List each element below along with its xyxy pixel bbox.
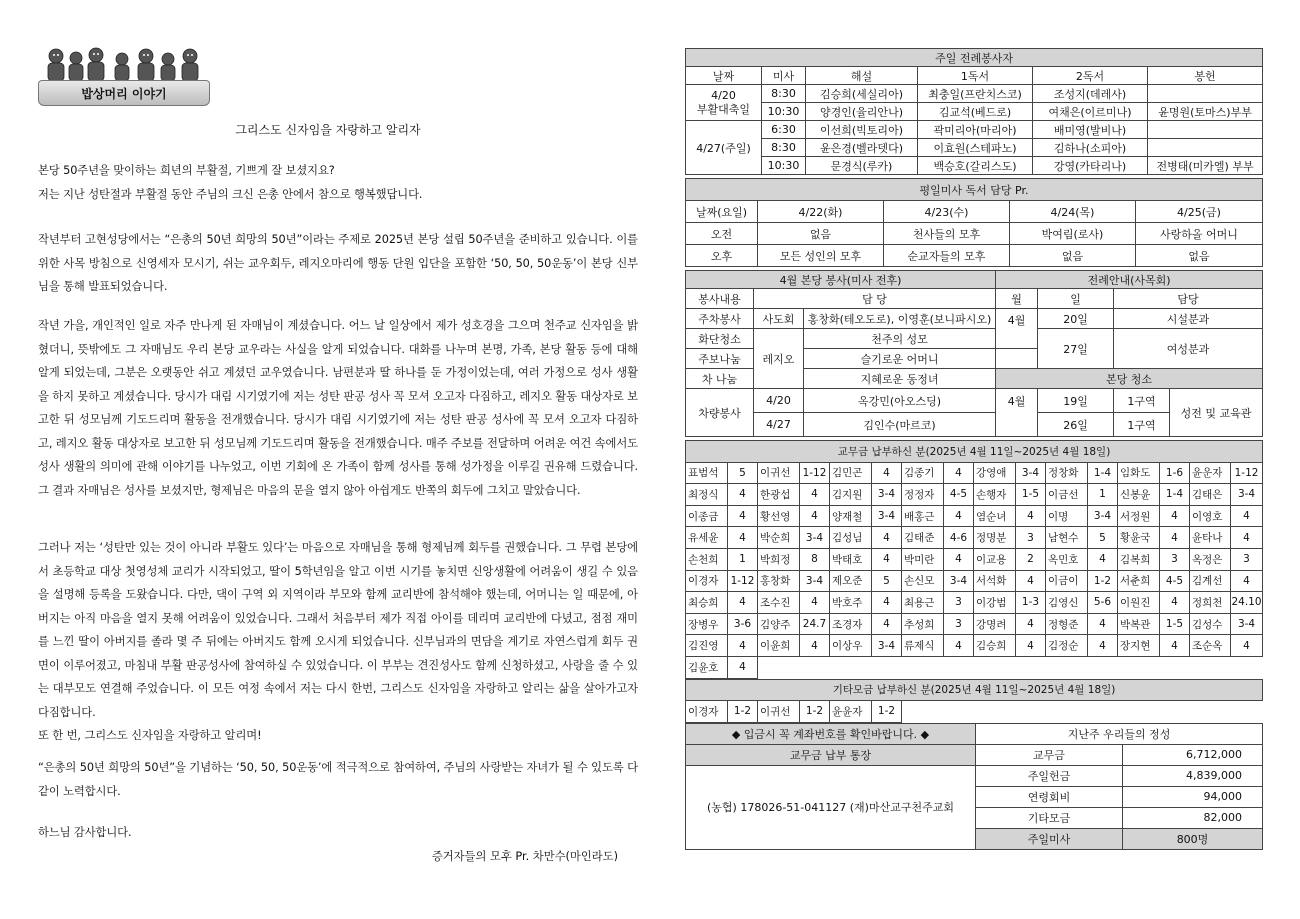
- donor-months: 1-4: [1160, 484, 1190, 506]
- col-header: 일: [1038, 289, 1114, 309]
- other-dues-title: 기타모금 납부하신 분(2025년 4월 11일~2025년 4월 18일): [686, 679, 1263, 701]
- donor-months: 1-12: [1231, 462, 1263, 484]
- table-cell: 순교자들의 모후: [884, 245, 1010, 267]
- table-row: [686, 484, 1263, 506]
- donor-months: 5: [1088, 527, 1118, 549]
- parish-service-table: [685, 270, 1263, 437]
- donor-name: 표범석: [686, 462, 728, 484]
- sunday-servers-title: 주일 전례봉사자: [686, 49, 1263, 67]
- donor-months: 1-5: [1016, 484, 1046, 506]
- table-cell: 천사들의 모후: [884, 223, 1010, 245]
- table-cell: 없음: [1136, 245, 1263, 267]
- table-cell: 사도회: [754, 309, 804, 329]
- table-cell: 4/20: [754, 389, 804, 413]
- weekday-title: 평일미사 독서 담당 Pr.: [686, 179, 1263, 201]
- donor-name: 이금이: [1046, 570, 1088, 592]
- essay-paragraph-6: 하느님 감사합니다.: [38, 826, 132, 839]
- donor-name: 박순희: [758, 527, 800, 549]
- donor-name: 이영호: [1190, 505, 1231, 527]
- donor-months: 4: [728, 527, 758, 549]
- donor-months: 4: [728, 484, 758, 506]
- donor-name: 최용근: [902, 592, 944, 614]
- offering-label: 기타모금: [976, 807, 1123, 828]
- donor-months: 1-6: [1160, 462, 1190, 484]
- donor-name: 박태호: [830, 548, 872, 570]
- sunday-servers-table: [685, 48, 1263, 175]
- donor-months: 4: [728, 592, 758, 614]
- donor-months: 3: [1160, 548, 1190, 570]
- donor-months: 8: [800, 548, 830, 570]
- col-header: 월: [996, 289, 1038, 309]
- donor-name: 이경자: [686, 570, 728, 592]
- logo-banner: [38, 80, 210, 106]
- donor-name: 이강범: [974, 592, 1016, 614]
- donor-months: 1-12: [800, 462, 830, 484]
- table-row: [686, 656, 1263, 678]
- date-cell: 4/27(주일): [686, 121, 762, 175]
- month-cell: 4월: [996, 389, 1038, 437]
- donor-name: 서정원: [1118, 505, 1160, 527]
- table-cell: 이선희(빅토리아): [806, 121, 918, 139]
- donor-name: 유세윤: [686, 527, 728, 549]
- donor-name: 황선영: [758, 505, 800, 527]
- donor-months: 4: [728, 656, 758, 678]
- table-cell: 윤명원(토마스)부부: [1148, 103, 1263, 121]
- table-cell: 27일: [1038, 329, 1114, 369]
- donor-name: 조수진: [758, 592, 800, 614]
- empty-cell: [996, 349, 1038, 369]
- donor-name: 김영신: [1046, 592, 1088, 614]
- donor-name: 윤타나: [1190, 527, 1231, 549]
- empty-cell: [1016, 656, 1046, 678]
- donor-name: 김지원: [830, 484, 872, 506]
- donor-name: 옥정은: [1190, 548, 1231, 570]
- cleaning-place: 성전 및 교육관: [1170, 389, 1263, 437]
- offering-amount: 4,839,000: [1123, 765, 1263, 786]
- table-cell: 김인수(마르코): [804, 413, 996, 437]
- table-cell: 사랑하올 어머니: [1136, 223, 1263, 245]
- table-cell: 지혜로운 동정녀: [804, 369, 996, 389]
- essay-paragraph-5: “은총의 50년 희망의 50년”을 기념하는 ‘50, 50, 50운동’에 적극적으로 참여하여, 주님의 사랑받는 자녀가 될 수 있도록 다 같이 노력합시다.: [38, 761, 638, 798]
- donor-name: 김종기: [902, 462, 944, 484]
- donor-months: 4: [1088, 613, 1118, 635]
- table-cell: 최충일(프란치스코): [918, 85, 1033, 103]
- donor-name: 옥민호: [1046, 548, 1088, 570]
- col-header: 1독서: [918, 67, 1033, 85]
- col-header: 4/25(금): [1136, 201, 1263, 223]
- donor-months: 4: [1231, 570, 1263, 592]
- col-header: 봉사내용: [686, 289, 754, 309]
- empty-cell: [1190, 656, 1231, 678]
- table-cell: 여채은(이르미나): [1033, 103, 1148, 121]
- donor-name: 양재철: [830, 505, 872, 527]
- donor-name: 김윤호: [686, 656, 728, 678]
- donor-months: 4: [944, 462, 974, 484]
- donor-months: 4-5: [944, 484, 974, 506]
- table-cell: 양경인(율리안나): [806, 103, 918, 121]
- donor-name: 이교용: [974, 548, 1016, 570]
- donor-name: 박호주: [830, 592, 872, 614]
- donor-months: 4: [944, 505, 974, 527]
- donor-months: 4: [1160, 505, 1190, 527]
- donor-months: 4: [944, 635, 974, 657]
- empty-cell: [944, 656, 974, 678]
- essay-signature: 증거자들의 모후 Pr. 차만수(마인라도): [431, 850, 618, 863]
- table-cell: [1148, 139, 1263, 157]
- donor-name: 이윤희: [758, 635, 800, 657]
- table-cell: 없음: [758, 223, 884, 245]
- donor-months: 1-12: [728, 570, 758, 592]
- donor-name: 정정자: [902, 484, 944, 506]
- col-header: 4/22(화): [758, 201, 884, 223]
- empty-cell: [902, 701, 1263, 723]
- weekday-readers-table: [685, 178, 1263, 267]
- table-cell: 조성지(데레사): [1033, 85, 1148, 103]
- col-header: 담당: [1114, 289, 1263, 309]
- offering-label: 주일미사: [976, 828, 1123, 849]
- table-cell: 천주의 성모: [804, 329, 996, 349]
- donor-months: 4: [800, 592, 830, 614]
- other-dues-table: [685, 679, 1263, 723]
- donor-months: 3-4: [944, 570, 974, 592]
- offering-label: 주일헌금: [976, 765, 1123, 786]
- donor-name: 조순옥: [1190, 635, 1231, 657]
- table-cell: 옥강민(아오스딩): [804, 389, 996, 413]
- essay-paragraph-4: 그러나 저는 ‘성탄만 있는 것이 아니라 부활도 있다’는 마음으로 자매님을 통해 형제님께 회두를 권했습니다. 그 무렵 본당에서 초등학교 대상 첫영성체 교리가 시작되었고, 딸이 5학년임을 알고 이번 시기를 놓치면 신앙생활에 어려움이 생길 수 있음을 설명해 등록을 도왔습니다. 다만, 댁이 구역 외 지역이라 부모와 함께 교리반에 참석해야 했는데, 어머니는 일 때문에, 아버지는 아직 마음을 열지 못해 어려움이 있었습니다. 그래서 처음부터 제가 직접 아이를 데리며 교리반에 다녔고, 점점 재미를 느낀 딸이 아버지를 졸라 몇 주 뒤에는 아버지도 함께 오시게 되었습니다. 신부님과의 면담을 계기로 자연스럽게 회두 권면이 이루어졌고, 마침내 부활 판공성사에 참여하실 수 있었습니다. 이 부부는 견진성사도 함께 신청하셨고, 사랑을 줄 수 있는 대부모도 연결해 주었습니다. 이 모든 여정 속에서 저는 다시 한번, 그리스도 신자임을 자랑하고 알리는 삶을 살아가고자 다짐합니다. 또 한 번, 그리스도 신자임을 자랑하고 알리며!: [38, 541, 638, 742]
- donor-months: 3-4: [1088, 505, 1118, 527]
- donor-name: 한광섭: [758, 484, 800, 506]
- donor-months: 3-4: [872, 505, 902, 527]
- donor-months: 3-4: [800, 527, 830, 549]
- donor-name: 이원진: [1118, 592, 1160, 614]
- donor-name: 이명: [1046, 505, 1088, 527]
- month-cell: 4월: [996, 309, 1038, 349]
- donor-name: 김진영: [686, 635, 728, 657]
- donor-months: 1-2: [728, 701, 758, 723]
- donor-name: 조경자: [830, 613, 872, 635]
- donor-months: 4: [1231, 527, 1263, 549]
- donor-months: 1-3: [1016, 592, 1046, 614]
- donor-name: 강영애: [974, 462, 1016, 484]
- donor-name: 김태은: [1190, 484, 1231, 506]
- empty-cell: [974, 656, 1016, 678]
- donor-name: 이귀선: [758, 462, 800, 484]
- donor-months: 4: [872, 613, 902, 635]
- row-label: 주차봉사: [686, 309, 754, 329]
- donor-months: 3-4: [1016, 462, 1046, 484]
- mass-time: 10:30: [762, 103, 806, 121]
- donor-months: 4: [800, 635, 830, 657]
- table-cell: 모든 성인의 모후: [758, 245, 884, 267]
- donor-name: 강명려: [974, 613, 1016, 635]
- donor-name: 최정식: [686, 484, 728, 506]
- liturgy-guide-title: 전례안내(사목회): [996, 271, 1263, 289]
- table-cell: 강영(카타리나): [1033, 157, 1148, 175]
- date-cell: 4/20 부활대축일: [686, 85, 762, 121]
- bulletin-tables: [685, 48, 1262, 850]
- donor-name: 박희정: [758, 548, 800, 570]
- donor-name: 박미란: [902, 548, 944, 570]
- donor-months: 4: [944, 548, 974, 570]
- mass-time: 6:30: [762, 121, 806, 139]
- empty-cell: [1118, 656, 1160, 678]
- donor-months: 4: [872, 592, 902, 614]
- donor-name: 이귀선: [758, 701, 800, 723]
- donor-months: 3: [944, 613, 974, 635]
- donor-name: 김태준: [902, 527, 944, 549]
- empty-cell: [1088, 656, 1118, 678]
- account-offering-table: [685, 723, 1263, 850]
- offering-amount: 6,712,000: [1123, 744, 1263, 765]
- table-row: [686, 635, 1263, 657]
- table-cell: 시설분과: [1114, 309, 1263, 329]
- empty-cell: [1046, 656, 1088, 678]
- table-cell: 김교석(베드로): [918, 103, 1033, 121]
- donor-name: 김성수: [1190, 613, 1231, 635]
- donor-name: 김계선: [1190, 570, 1231, 592]
- table-cell: 김하나(소피아): [1033, 139, 1148, 157]
- essay-paragraph-1: 본당 50주년을 맞이하는 희년의 부활절, 기쁘게 잘 보셨지요? 저는 지난 성탄절과 부활절 동안 주님의 크신 은총 안에서 참으로 행복했답니다.: [38, 164, 423, 201]
- offering-amount: 82,000: [1123, 807, 1263, 828]
- essay-paragraph-3: 작년 가을, 개인적인 일로 자주 만나게 된 자매님이 계셨습니다. 어느 날 일상에서 제가 성호경을 그으며 천주교 신자임을 밝혔더니, 뜻밖에도 그 자매님도 우리 본당 교우라는 사실을 알게 되었습니다. 대화를 나누며 본명, 가족, 본당 활동 등에 대해 알게 되었는데, 그분은 오랫동안 쉬고 계셨던 교우였습니다. 남편분과 딸 하나를 둔 가정이었는데, 여러 가정으로 성사 생활을 하지 못하고 계셨습니다. 당시가 대림 시기였기에 저는 성탄 판공 성사 꼭 모셔 오고자 다짐하고, 레지오 활동 대상자로 보고한 뒤 성모님께 기도드리며 활동을 전개했습니다. 당시가 대림 시기였기에 저는 성탄 판공 성사에 꼭 모셔 오고자 다짐하고, 레지오 활동 대상자로 보고한 뒤 성모님께 기도드리며 활동을 전개했습니다. 매주 주보를 전달하며 어려운 여건 속에서도 성사 생활의 의미에 관해 이야기를 나누었고, 이번 기회에 온 가족이 함께 성사를 통해 성가정을 이루길 권유해 드렸습니다. 그 결과 자매님은 성사를 보셨지만, 형제님은 마음의 문을 열지 않아 아쉽게도 반쪽의 회두에 그치고 말았습니다.: [38, 319, 638, 497]
- donor-name: 이상우: [830, 635, 872, 657]
- donor-months: 3-4: [872, 635, 902, 657]
- col-header: 날짜: [686, 67, 762, 85]
- donor-name: 제오준: [830, 570, 872, 592]
- account-notice: ◆ 입금시 꼭 계좌번호를 확인바랍니다. ◆: [686, 723, 976, 744]
- empty-cell: [830, 656, 872, 678]
- table-cell: 윤은경(벨라뎃다): [806, 139, 918, 157]
- table-cell: 백승호(갈리스도): [918, 157, 1033, 175]
- dues-title: 교무금 납부하신 분(2025년 4월 11일~2025년 4월 18일): [686, 441, 1263, 463]
- donor-months: 4: [1016, 570, 1046, 592]
- donor-name: 손행자: [974, 484, 1016, 506]
- donor-months: 3-4: [1231, 613, 1263, 635]
- col-header: 2독서: [1033, 67, 1148, 85]
- empty-cell: [758, 656, 800, 678]
- donor-months: 4: [1016, 505, 1046, 527]
- donor-months: 3-4: [1231, 484, 1263, 506]
- donor-name: 장병우: [686, 613, 728, 635]
- table-cell: 이효원(스테파노): [918, 139, 1033, 157]
- donor-name: 신봉윤: [1118, 484, 1160, 506]
- donor-months: 4: [1016, 613, 1046, 635]
- donor-months: 3: [1231, 548, 1263, 570]
- empty-cell: [1231, 656, 1263, 678]
- essay-paragraph-2: 작년부터 고현성당에서는 “은총의 50년 희망의 50년”이라는 주제로 2025년 본당 설립 50주년을 준비하고 있습니다. 이를 위한 사목 방침으로 신영세자 모시기, 쉬는 교우회두, 레지오마리에 행동 단원 입단을 포함한 ‘50, 50, 50운동’이 본당 신부님을 통해 발표되었습니다.: [38, 233, 638, 293]
- row-label: 오전: [686, 223, 758, 245]
- empty-cell: [1160, 656, 1190, 678]
- table-row: [686, 505, 1263, 527]
- table-row: [686, 548, 1263, 570]
- col-header: 해설: [806, 67, 918, 85]
- row-label: 오후: [686, 245, 758, 267]
- donor-months: 2: [1016, 548, 1046, 570]
- donor-name: 정희천: [1190, 592, 1231, 614]
- offering-label: 연령회비: [976, 786, 1123, 807]
- donor-name: 홍창화: [758, 570, 800, 592]
- donor-name: 김정순: [1046, 635, 1088, 657]
- donor-months: 4: [1231, 635, 1263, 657]
- donor-name: 김성님: [830, 527, 872, 549]
- donor-months: 1-2: [872, 701, 902, 723]
- donor-name: 염순녀: [974, 505, 1016, 527]
- donor-name: 손천희: [686, 548, 728, 570]
- table-cell: 슬기로운 어머니: [804, 349, 996, 369]
- offering-title: 지난주 우리들의 정성: [976, 723, 1263, 744]
- column-logo: [38, 40, 210, 108]
- donor-name: 정창화: [1046, 462, 1088, 484]
- col-header: 담 당: [754, 289, 996, 309]
- donor-months: 3-6: [728, 613, 758, 635]
- donor-name: 장지현: [1118, 635, 1160, 657]
- donor-months: 4: [1160, 527, 1190, 549]
- offering-amount: 800명: [1123, 828, 1263, 849]
- donor-name: 김양주: [758, 613, 800, 635]
- donor-months: 4: [1160, 592, 1190, 614]
- empty-cell: [800, 656, 830, 678]
- donor-name: 이경자: [686, 701, 728, 723]
- mass-time: 8:30: [762, 85, 806, 103]
- table-row: [686, 592, 1263, 614]
- donor-months: 4: [1016, 635, 1046, 657]
- donor-name: 임화도: [1118, 462, 1160, 484]
- logo-text: 밥상머리 이야기: [81, 87, 167, 101]
- table-cell: 김승희(세실리아): [806, 85, 918, 103]
- donor-months: 3: [944, 592, 974, 614]
- col-header: 미사: [762, 67, 806, 85]
- donor-months: 1: [728, 548, 758, 570]
- table-cell: 박여림(로사): [1010, 223, 1136, 245]
- donor-name: 김민곤: [830, 462, 872, 484]
- donor-months: 4: [800, 484, 830, 506]
- mass-time: 10:30: [762, 157, 806, 175]
- table-cell: 1구역: [1114, 413, 1170, 437]
- donor-name: 추성희: [902, 613, 944, 635]
- table-cell: 전병태(미카엘) 부부: [1148, 157, 1263, 175]
- table-row: [686, 462, 1263, 484]
- essay-column: [38, 40, 638, 910]
- donor-months: 5: [872, 570, 902, 592]
- donor-name: 남현수: [1046, 527, 1088, 549]
- row-label: 차 나눔: [686, 369, 754, 389]
- donor-name: 황윤국: [1118, 527, 1160, 549]
- donor-months: 4-6: [944, 527, 974, 549]
- donor-name: 최승희: [686, 592, 728, 614]
- donor-months: 3: [1016, 527, 1046, 549]
- donor-months: 4-5: [1160, 570, 1190, 592]
- table-row: [686, 527, 1263, 549]
- service-title: 4월 본당 봉사(미사 전후): [686, 271, 996, 289]
- col-header: 4/23(수): [884, 201, 1010, 223]
- table-cell: 없음: [1010, 245, 1136, 267]
- donor-name: 류제식: [902, 635, 944, 657]
- table-cell: [1148, 85, 1263, 103]
- row-label: 차량봉사: [686, 389, 754, 437]
- donor-months: 4: [728, 505, 758, 527]
- row-label: 화단청소: [686, 329, 754, 349]
- table-row: [686, 570, 1263, 592]
- donor-months: 4: [800, 505, 830, 527]
- donor-months: 4: [1088, 548, 1118, 570]
- account-number: (농협) 178026-51-041127 (재)마산교구천주교회: [686, 765, 976, 849]
- row-label: 주보나눔: [686, 349, 754, 369]
- offering-amount: 94,000: [1123, 786, 1263, 807]
- account-label: 교무금 납부 통장: [686, 744, 976, 765]
- empty-cell: [902, 656, 944, 678]
- donor-months: 4: [872, 462, 902, 484]
- donor-name: 윤윤자: [830, 701, 872, 723]
- table-cell: [1148, 121, 1263, 139]
- donor-months: 4: [728, 635, 758, 657]
- donor-months: 5-6: [1088, 592, 1118, 614]
- donor-name: 배홍근: [902, 505, 944, 527]
- donor-name: 서석화: [974, 570, 1016, 592]
- donor-months: 3-4: [800, 570, 830, 592]
- donor-name: 김복희: [1118, 548, 1160, 570]
- mass-time: 8:30: [762, 139, 806, 157]
- donor-months: 5: [728, 462, 758, 484]
- donor-name: 윤운자: [1190, 462, 1231, 484]
- donor-months: 1-2: [1088, 570, 1118, 592]
- table-cell: 4/27: [754, 413, 804, 437]
- donor-name: 서춘희: [1118, 570, 1160, 592]
- donor-name: 이종금: [686, 505, 728, 527]
- dues-table: [685, 440, 1263, 679]
- essay-title: 그리스도 신자임을 자랑하고 알리자: [235, 123, 421, 137]
- table-cell: 배미영(발비나): [1033, 121, 1148, 139]
- col-header: 날짜(요일): [686, 201, 758, 223]
- table-cell: 1구역: [1114, 389, 1170, 413]
- donor-name: 이금선: [1046, 484, 1088, 506]
- table-cell: 여성분과: [1114, 329, 1263, 369]
- cleaning-title: 본당 청소: [996, 369, 1263, 389]
- donor-months: 4: [872, 527, 902, 549]
- donor-months: 1-5: [1160, 613, 1190, 635]
- table-cell: 홍창화(테오도로), 이영훈(보니파시오): [804, 309, 996, 329]
- donor-months: 1-4: [1088, 462, 1118, 484]
- donor-months: 4: [872, 548, 902, 570]
- empty-cell: [872, 656, 902, 678]
- donor-name: 김승희: [974, 635, 1016, 657]
- donor-name: 정형준: [1046, 613, 1088, 635]
- col-header: 봉헌: [1148, 67, 1263, 85]
- donor-months: 1: [1088, 484, 1118, 506]
- table-cell: 26일: [1038, 413, 1114, 437]
- table-row: [686, 613, 1263, 635]
- table-cell: 곽미리아(마리아): [918, 121, 1033, 139]
- col-header: 4/24(목): [1010, 201, 1136, 223]
- donor-months: 4: [1088, 635, 1118, 657]
- offering-label: 교무금: [976, 744, 1123, 765]
- donor-months: 24.7: [800, 613, 830, 635]
- table-cell: 19일: [1038, 389, 1114, 413]
- donor-months: 4: [1231, 505, 1263, 527]
- donor-months: 24.10: [1231, 592, 1263, 614]
- donor-name: 손신모: [902, 570, 944, 592]
- donor-months: 4: [1160, 635, 1190, 657]
- donor-months: 3-4: [872, 484, 902, 506]
- table-cell: 레지오: [754, 329, 804, 389]
- donor-name: 정명분: [974, 527, 1016, 549]
- table-cell: 20일: [1038, 309, 1114, 329]
- table-cell: 문경식(루카): [806, 157, 918, 175]
- donor-name: 박복관: [1118, 613, 1160, 635]
- family-table-icon: [42, 44, 206, 84]
- donor-months: 1-2: [800, 701, 830, 723]
